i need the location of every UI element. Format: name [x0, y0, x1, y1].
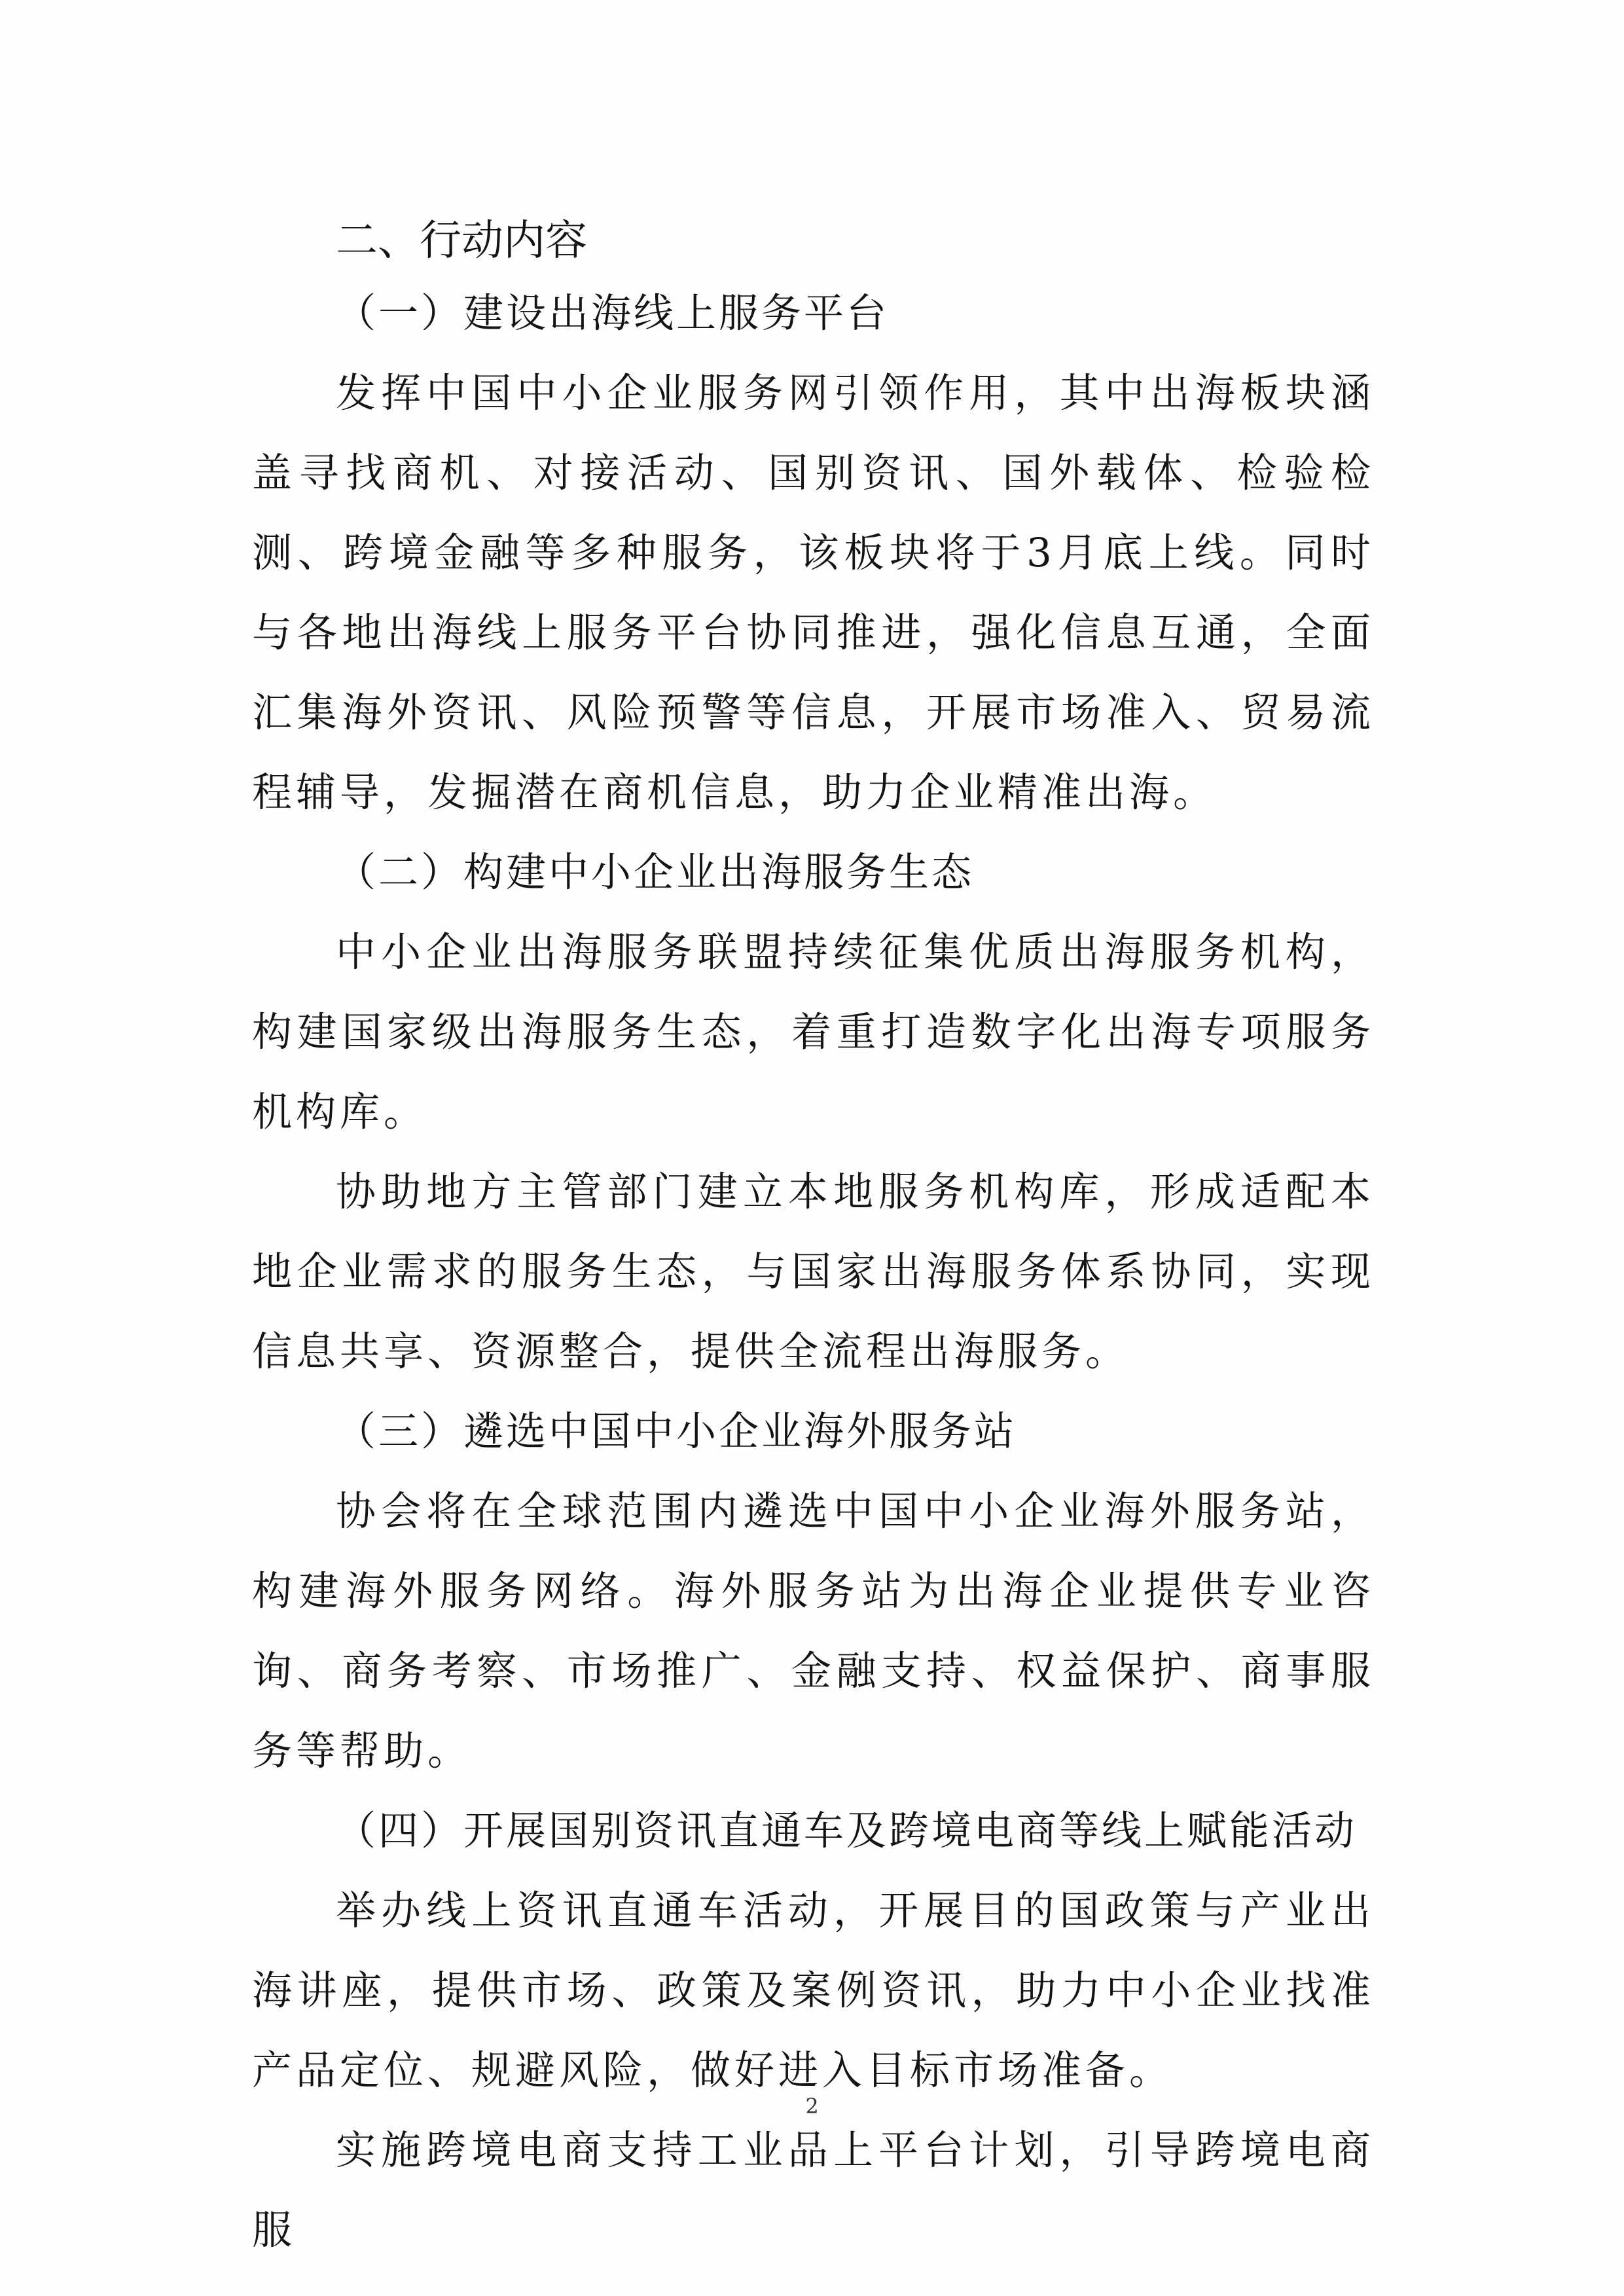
item-title: （三）遴选中国中小企业海外服务站: [336, 1408, 1017, 1455]
section-item-1: [252, 274, 1375, 833]
section-item-2: [252, 833, 1375, 1392]
item-title: （二）构建中小企业出海服务生态: [336, 849, 975, 896]
item-title: （一）建设出海线上服务平台: [336, 290, 890, 337]
paragraph: 协会将在全球范围内遴选中国中小企业海外服务站，构建海外服务网络。海外服务站为出海企业提供专业咨询、商务考察、市场推广、金融支持、权益保护、商事服务等帮助。: [252, 1488, 1375, 1774]
item-title: （四）开展国别资讯直通车及跨境电商等线上赋能活动: [336, 1808, 1358, 1854]
section-heading: 二、行动内容: [336, 217, 587, 265]
paragraph: 中小企业出海服务联盟持续征集优质出海服务机构，构建国家级出海服务生态，着重打造数字化出海专项服务机构库。: [252, 929, 1375, 1135]
section-item-4: [252, 1791, 1375, 2270]
document-body: [252, 208, 1375, 2270]
paragraph: 发挥中国中小企业服务网引领作用，其中出海板块涵盖寻找商机、对接活动、国别资讯、国外载体、检验检测、跨境金融等多种服务，该板块将于3月底上线。同时与各地出海线上服务平台协同推进，强化信息互通，全面汇集海外资讯、风险预警等信息，开展市场准入、贸易流程辅导，发掘潜在商机信息，助力企业精准出海。: [252, 370, 1375, 816]
paragraph: 实施跨境电商支持工业品上平台计划，引导跨境电商服: [252, 2127, 1375, 2253]
paragraph: 举办线上资讯直通车活动，开展目的国政策与产业出海讲座，提供市场、政策及案例资讯，助力中小企业找准产品定位、规避风险，做好进入目标市场准备。: [252, 1887, 1375, 2094]
page-number: 2: [805, 2094, 819, 2119]
paragraph: 协助地方主管部门建立本地服务机构库，形成适配本地企业需求的服务生态，与国家出海服务体系协同，实现信息共享、资源整合，提供全流程出海服务。: [252, 1169, 1375, 1375]
section-item-3: [252, 1392, 1375, 1791]
